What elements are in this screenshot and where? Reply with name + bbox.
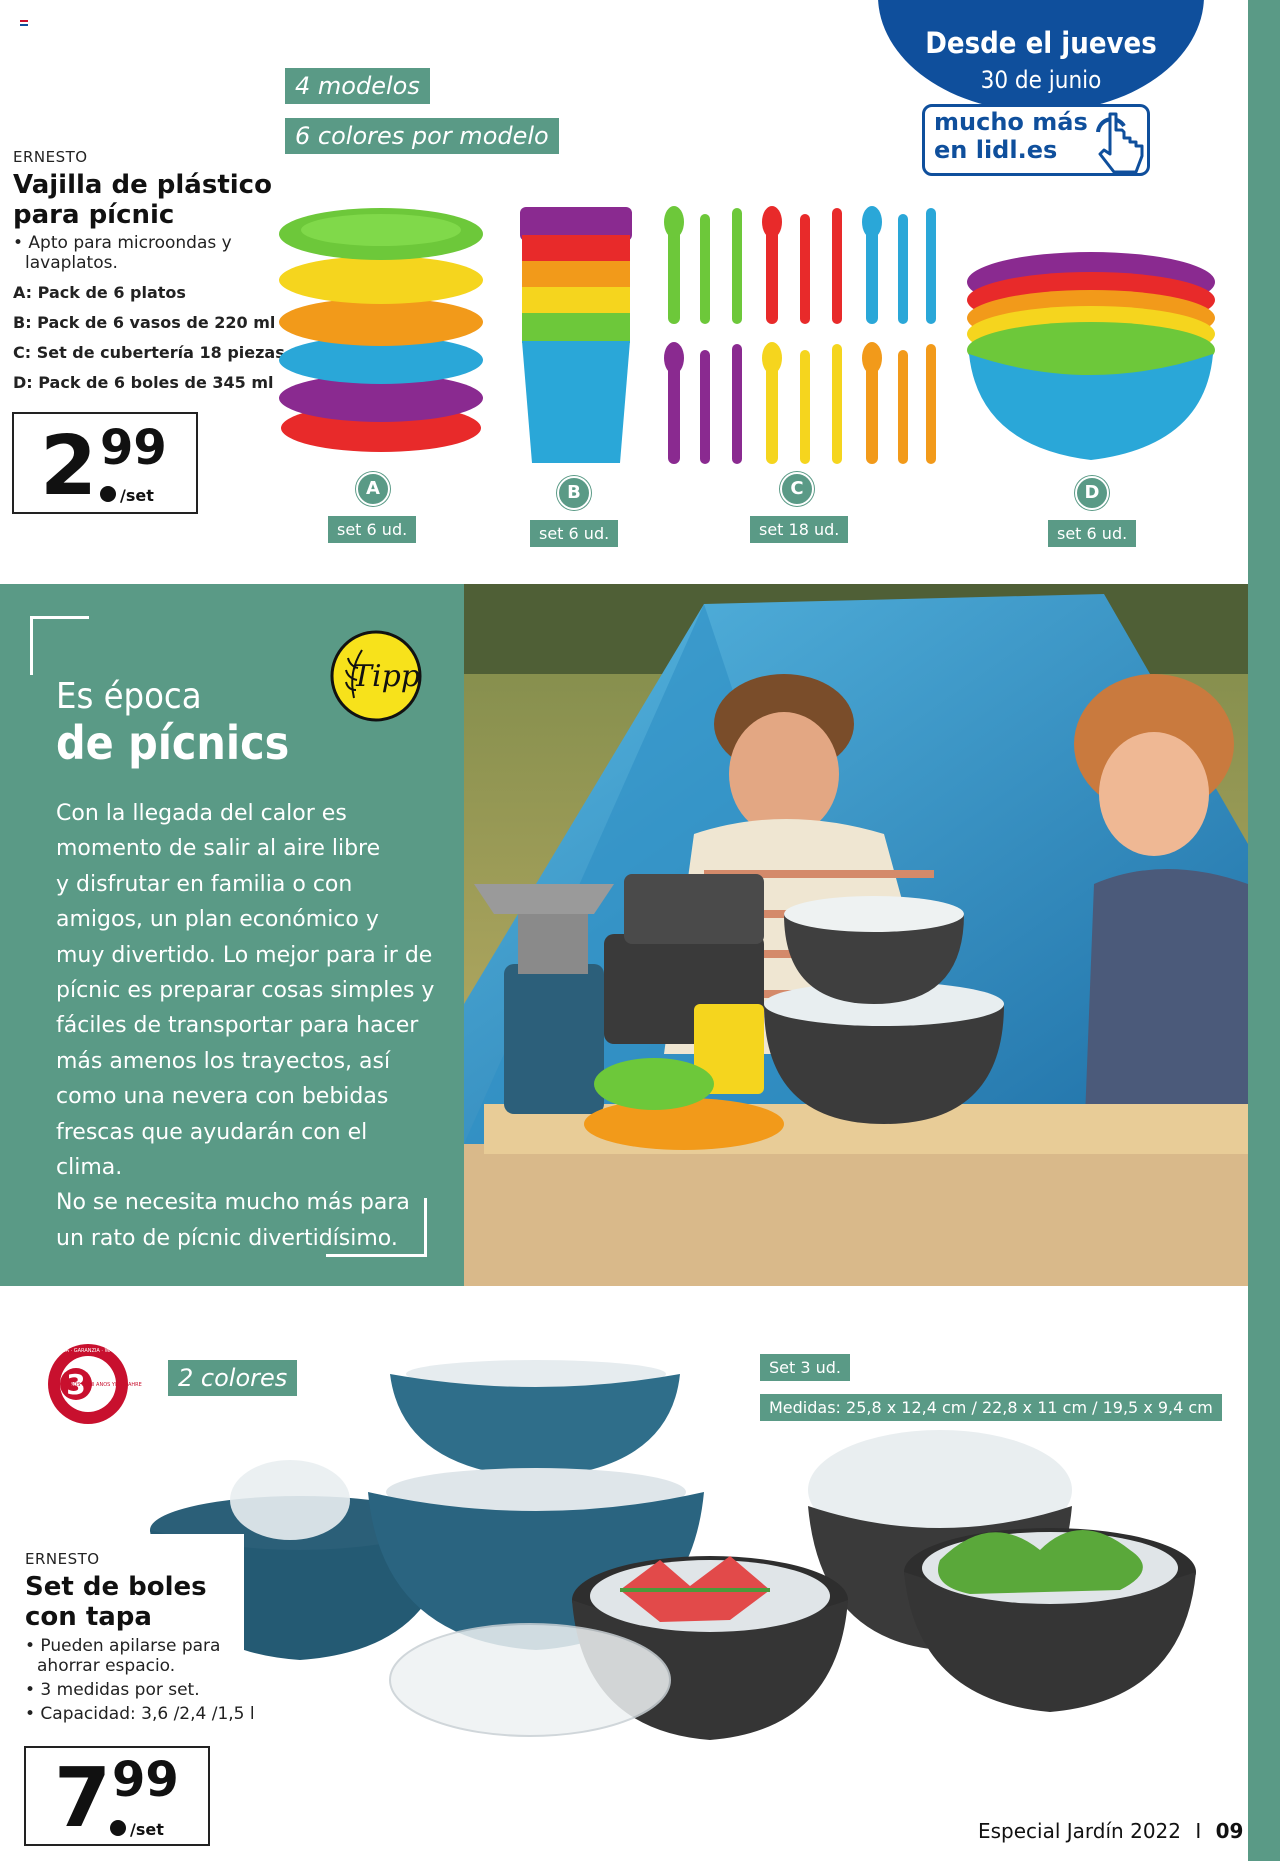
product1-price-cents: 99 (100, 420, 167, 476)
picnic-photo (464, 584, 1248, 1286)
price-dot (100, 486, 116, 502)
product1-bullet (13, 233, 232, 273)
product2-brand: ERNESTO (25, 1550, 100, 1568)
feature-heading-line1: Es época (56, 676, 202, 717)
product2-bullet: • 3 medidas por set. (25, 1680, 200, 1700)
tipp-badge (328, 628, 424, 724)
tag-set-3: Set 3 ud. (760, 1354, 850, 1381)
product2-bullet: • Capacidad: 3,6 /2,4 /1,5 l (25, 1704, 255, 1724)
cups-image (518, 205, 634, 467)
product1-title (13, 170, 272, 230)
product2-price-main: 7 (54, 1751, 108, 1846)
feature-line: y disfrutar en familia o con (56, 871, 353, 897)
page-footer (978, 1819, 1243, 1843)
spec-d: D: Pack de 6 boles de 345 ml (13, 373, 274, 392)
feature-body (56, 796, 436, 1256)
product1-specs (13, 278, 285, 398)
variant-b-tag: set 6 ud. (530, 520, 618, 547)
product2-bullets (25, 1636, 255, 1724)
warranty-seal (43, 1342, 142, 1426)
product2-title-line2: con tapa (25, 1602, 152, 1632)
feature-heading-line2: de pícnics (56, 716, 290, 770)
product1-bullet-line2: lavaplatos. (25, 253, 118, 273)
cutlery-image (660, 200, 940, 470)
product1-title-line2: para pícnic (13, 200, 175, 230)
tag-models: 4 modelos (285, 68, 430, 104)
variant-c-marker: C (780, 472, 814, 506)
tag-measures: Medidas: 25,8 x 12,4 cm / 22,8 x 11 cm / 19,5 x 9,4 cm (760, 1394, 1222, 1421)
footer-label: Especial Jardín 2022 (978, 1819, 1181, 1843)
spec-a: A: Pack de 6 platos (13, 283, 186, 302)
spec-b: B: Pack de 6 vasos de 220 ml (13, 313, 276, 332)
bowls-image (965, 246, 1217, 468)
tipp-label: Tipp (351, 659, 421, 694)
tag-2-colors: 2 colores (168, 1360, 297, 1396)
lidl-web-text (934, 108, 1094, 164)
variant-d-marker: D (1075, 476, 1109, 510)
price-dot (110, 1820, 126, 1836)
product2-title-line1: Set de boles (25, 1572, 207, 1602)
feature-line: fáciles de transportar para hacer (56, 1013, 419, 1039)
side-strip (1248, 0, 1280, 1861)
pointer-hand-icon (1090, 112, 1160, 182)
lidl-web-line2: en lidl.es (934, 136, 1058, 164)
feature-line: Con la llegada del calor es (56, 801, 347, 826)
product1-price-main: 2 (40, 419, 94, 514)
flag-icon (20, 20, 28, 26)
variant-c-tag: set 18 ud. (750, 516, 848, 543)
feature-line: como una nevera con bebidas (56, 1084, 389, 1110)
corner-bracket-top (30, 616, 89, 675)
variant-b-marker: B (557, 476, 591, 510)
warranty-number: 3 (66, 1368, 86, 1401)
lidl-web-line1: mucho más (934, 108, 1088, 136)
footer-separator: I (1195, 1819, 1202, 1843)
product1-brand: ERNESTO (13, 148, 88, 166)
feature-line: frescas que ayudarán con el clima. (56, 1119, 368, 1181)
feature-line: momento de salir al aire libre (56, 836, 381, 862)
feature-line: más amenos los trayectos, así (56, 1048, 391, 1074)
product1-price-unit: /set (120, 486, 154, 505)
feature-line: un rato de pícnic divertidísimo. (56, 1225, 398, 1251)
feature-line: amigos, un plan económico y (56, 907, 379, 933)
feature-line: pícnic es preparar cosas simples y (56, 978, 435, 1004)
product2-title (25, 1572, 207, 1632)
variant-d-tag: set 6 ud. (1048, 520, 1136, 547)
promo-date-line1: Desde el jueves (925, 26, 1157, 60)
product2-price-unit: /set (130, 1820, 164, 1839)
warranty-ring: GARANTÍA · GARANZIA · WARRANTY (43, 1348, 133, 1354)
product2-price-cents: 99 (112, 1752, 179, 1808)
warranty-text: AÑOS ANNI ANOS YEAR JAHRE (66, 1382, 142, 1388)
bowl-set-image (120, 1360, 1220, 1780)
product1-title-line1: Vajilla de plástico (13, 170, 272, 200)
product2-bullet: • Pueden apilarse para (25, 1636, 221, 1656)
feature-line: No se necesita mucho más para (56, 1190, 410, 1216)
product1-bullet-line1: • Apto para microondas y (13, 233, 232, 253)
variant-a-marker: A (356, 472, 390, 506)
plates-image (270, 200, 492, 468)
promo-date-line2: 30 de junio (980, 66, 1102, 94)
page-number: 09 (1215, 1819, 1244, 1843)
variant-a-tag: set 6 ud. (328, 516, 416, 543)
tag-colors: 6 colores por modelo (285, 118, 559, 154)
feature-line: muy divertido. Lo mejor para ir de (56, 942, 433, 968)
spec-c: C: Set de cubertería 18 piezas (13, 343, 285, 362)
product2-bullet: ahorrar espacio. (37, 1656, 176, 1676)
